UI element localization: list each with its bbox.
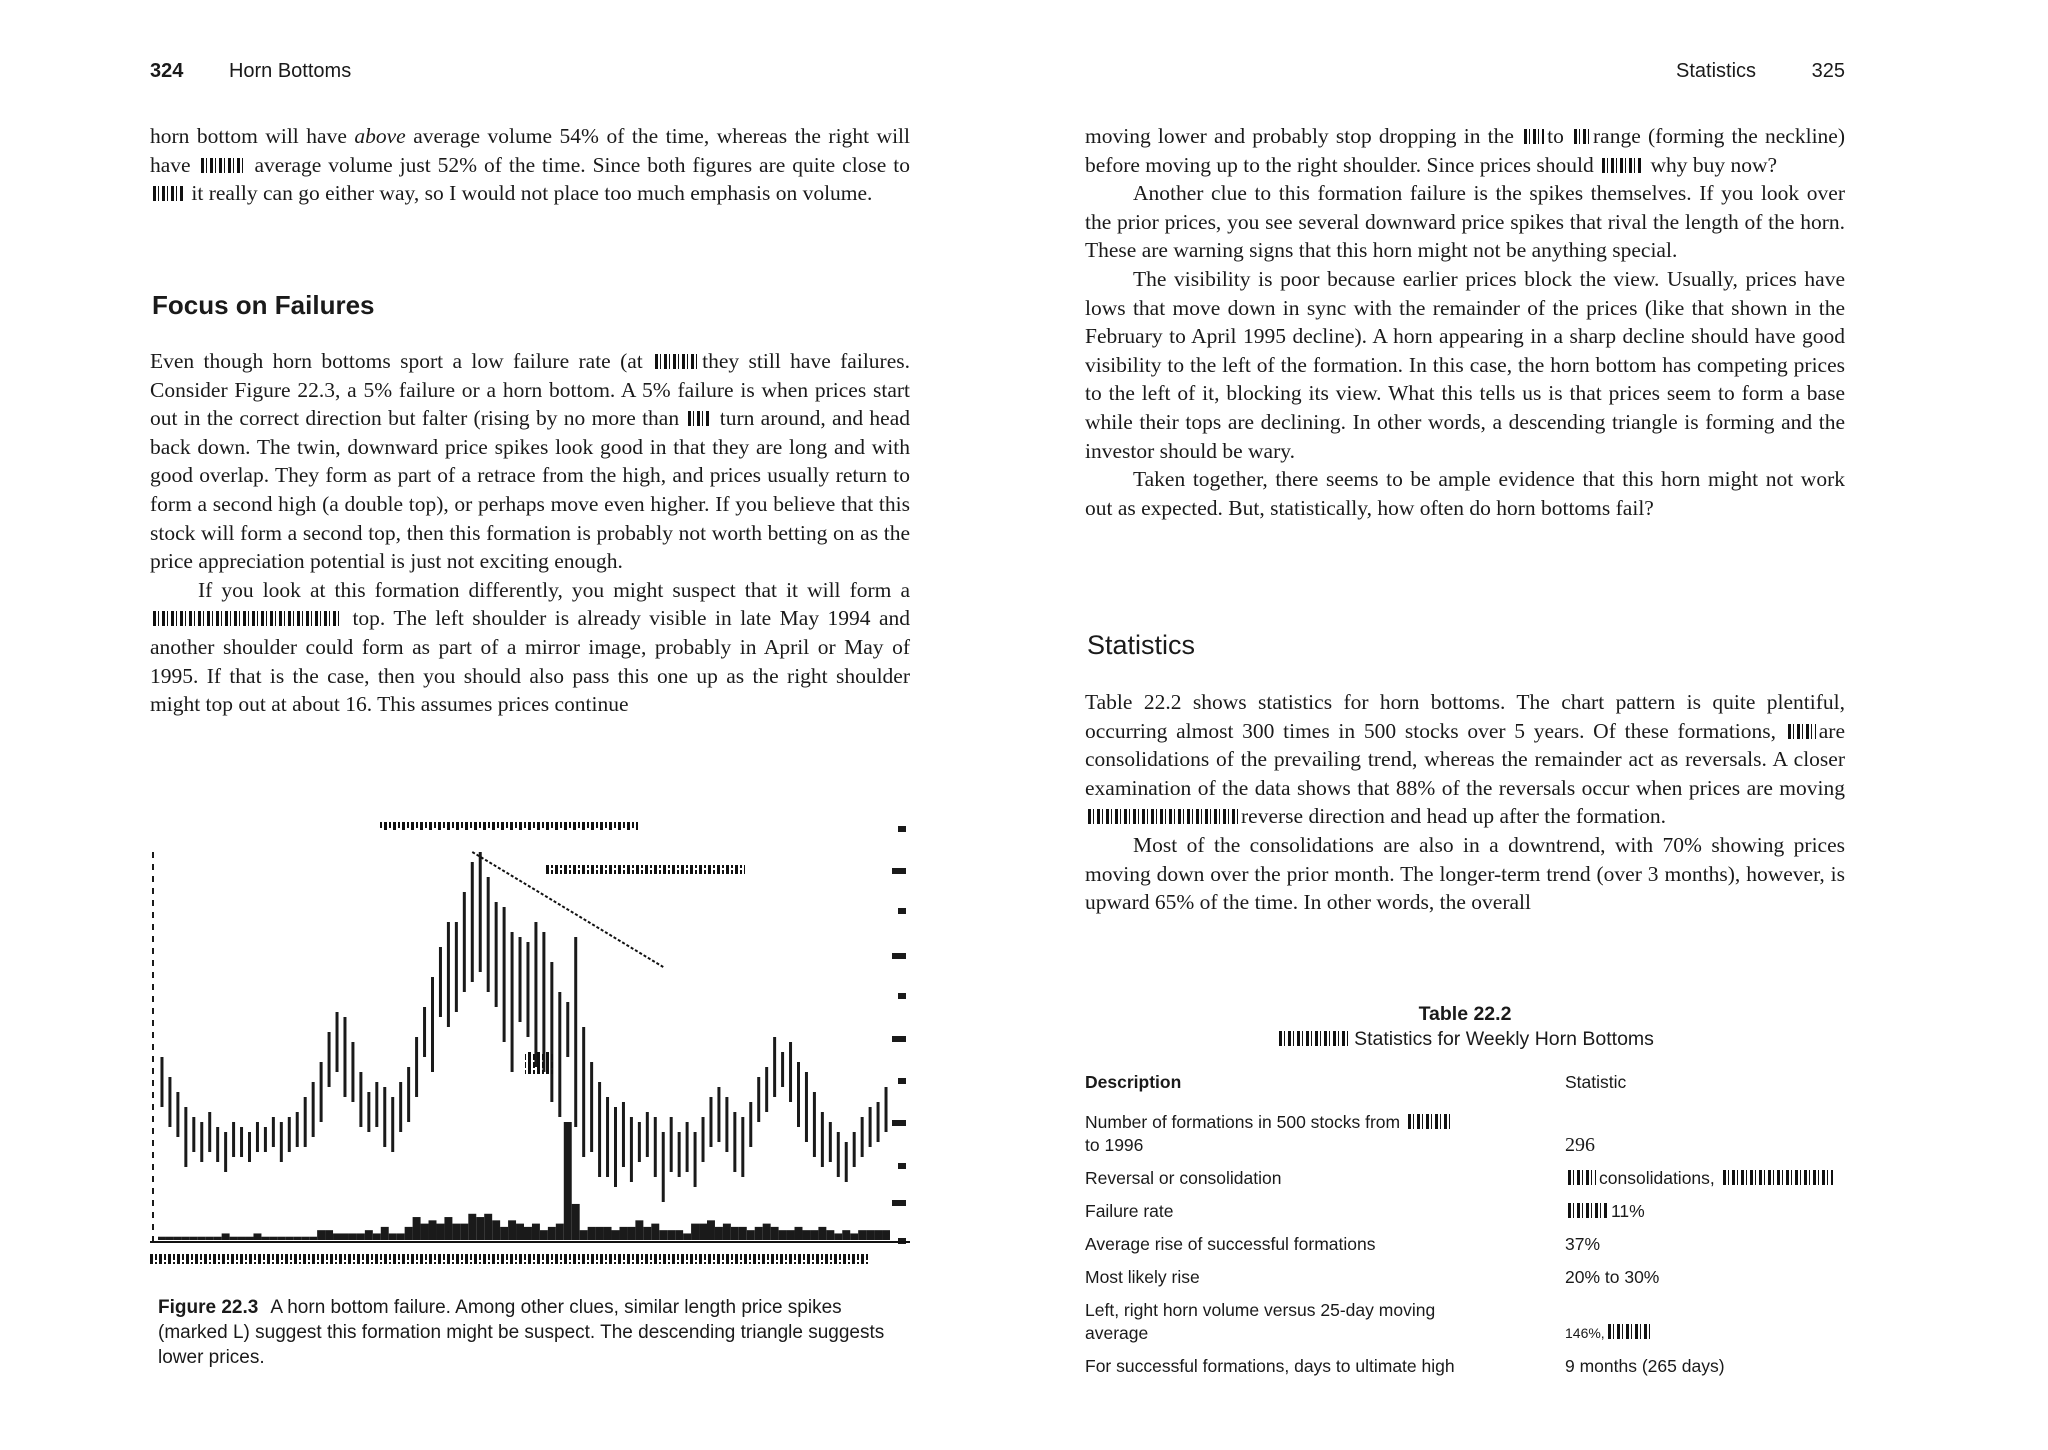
heading-statistics: Statistics bbox=[1087, 630, 1196, 660]
axis-dash bbox=[152, 876, 154, 882]
axis-dash bbox=[152, 996, 154, 1002]
right-page bbox=[1085, 0, 1845, 1450]
volume-bar bbox=[691, 1224, 699, 1240]
scan-glitch bbox=[1788, 724, 1816, 739]
scan-glitch bbox=[1568, 1203, 1608, 1218]
volume-bar bbox=[325, 1230, 333, 1240]
volume-bar bbox=[484, 1214, 492, 1240]
volume-bar bbox=[158, 1237, 166, 1240]
axis-tick-scan bbox=[898, 826, 906, 832]
axis-tick-scan bbox=[892, 868, 906, 874]
volume-bar bbox=[635, 1220, 643, 1240]
volume-bar bbox=[739, 1227, 747, 1240]
scan-glitch bbox=[1408, 1114, 1452, 1129]
volume-bar bbox=[548, 1227, 556, 1240]
axis-dash bbox=[152, 948, 154, 954]
volume-bar bbox=[476, 1217, 484, 1240]
column-header-statistic: Statistic bbox=[1565, 1072, 1627, 1092]
scan-glitch bbox=[201, 158, 245, 173]
figure-22-3-chart bbox=[150, 812, 910, 1282]
volume-bar bbox=[460, 1224, 468, 1240]
axis-dash bbox=[152, 1152, 154, 1158]
scan-glitch bbox=[1723, 1170, 1833, 1185]
axis-tick-scan bbox=[892, 953, 906, 959]
volume-bar bbox=[508, 1220, 516, 1240]
figure-caption bbox=[158, 1295, 908, 1370]
scan-glitch bbox=[1602, 158, 1642, 173]
volume-bar bbox=[516, 1224, 524, 1240]
volume-bar bbox=[222, 1233, 230, 1240]
volume-bar bbox=[850, 1233, 858, 1240]
axis-dash bbox=[152, 1176, 154, 1182]
volume-bar bbox=[206, 1237, 214, 1240]
trendline-annotation-scan bbox=[545, 865, 745, 874]
volume-bar bbox=[810, 1230, 818, 1240]
volume-bar bbox=[556, 1224, 564, 1240]
volume-bar bbox=[787, 1230, 795, 1240]
volume-bar bbox=[588, 1227, 596, 1240]
axis-dash bbox=[152, 1020, 154, 1026]
table-row: Left, right horn volume versus 25-day moving average 146%, bbox=[1085, 1294, 1845, 1350]
volume-bar bbox=[683, 1233, 691, 1240]
axis-dash bbox=[152, 1116, 154, 1122]
table-row: Average rise of successful formations 37% bbox=[1085, 1234, 1601, 1254]
table-row: Number of formations in 500 stocks from to 1996 296 bbox=[1085, 1112, 1595, 1156]
axis-dash bbox=[152, 912, 154, 918]
volume-bar bbox=[731, 1227, 739, 1240]
volume-bar bbox=[866, 1230, 874, 1240]
volume-bar bbox=[261, 1237, 269, 1240]
volume-series bbox=[158, 1122, 890, 1240]
axis-dash bbox=[152, 1140, 154, 1146]
volume-bar bbox=[580, 1230, 588, 1240]
scan-glitch bbox=[1279, 1031, 1351, 1046]
scan-glitch bbox=[688, 411, 710, 426]
volume-bar bbox=[564, 1122, 572, 1240]
volume-bar bbox=[214, 1237, 222, 1240]
volume-bar bbox=[246, 1237, 254, 1240]
volume-bar bbox=[882, 1230, 890, 1240]
table-subtitle: Statistics for Weekly Horn Bottoms bbox=[1354, 1028, 1654, 1050]
volume-bar bbox=[723, 1224, 731, 1240]
volume-bar bbox=[397, 1233, 405, 1240]
volume-bar bbox=[436, 1224, 444, 1240]
volume-bar bbox=[699, 1224, 707, 1240]
left-body-1 bbox=[150, 122, 910, 208]
axis-dash bbox=[152, 1164, 154, 1170]
paragraph-head-shoulders: If you look at this formation differently, you might suspect that it will form a top. The left shoulder is already visible in late May 1994 and another shoulder could form as part of a mirror image, probably in April or May of 1995. If that is the case, then you should also pass this one up as the right shoulder might top out at about 16. This assumes prices continue bbox=[150, 577, 910, 717]
axis-tick-scan bbox=[898, 908, 906, 914]
axis-dash bbox=[152, 924, 154, 930]
table-row: For successful formations, days to ultimate high 9 months (265 days) bbox=[1085, 1356, 1725, 1376]
axis-dash bbox=[152, 1008, 154, 1014]
volume-bar bbox=[667, 1230, 675, 1240]
volume-bar bbox=[492, 1220, 500, 1240]
scan-glitch bbox=[1608, 1324, 1652, 1339]
chart-right-axis-ticks bbox=[892, 826, 906, 1244]
page-number-right: 325 bbox=[1811, 60, 1845, 82]
table-title: Table 22.2 bbox=[1418, 1003, 1512, 1025]
volume-bar bbox=[596, 1227, 604, 1240]
volume-bar bbox=[779, 1230, 787, 1240]
volume-bar bbox=[389, 1233, 397, 1240]
volume-bar bbox=[826, 1230, 834, 1240]
volume-bar bbox=[317, 1230, 325, 1240]
table-row: Reversal or consolidation consolidations, bbox=[1085, 1162, 1845, 1195]
axis-dash bbox=[152, 864, 154, 870]
volume-bar bbox=[166, 1237, 174, 1240]
paragraph-visibility: The visibility is poor because earlier prices block the view. Usually, prices have lows that move down in sync with the remainder of the prices (like that shown in the February to April 1995 decline). A horn appearing in a sharp decline should have good visibility to the left of the formation. In this case, the horn bottom has competing prices to the left of it, blocking its view. What this tells us is that prices seem to form a base while their tops are declining. In other words, a descending triangle is forming and the investor should be wary. bbox=[1085, 266, 1845, 463]
axis-dash bbox=[152, 960, 154, 966]
axis-dash bbox=[152, 1128, 154, 1134]
volume-bar bbox=[795, 1227, 803, 1240]
volume-bar bbox=[612, 1230, 620, 1240]
axis-dash bbox=[152, 936, 154, 942]
volume-bar bbox=[429, 1220, 437, 1240]
volume-bar bbox=[651, 1224, 659, 1240]
price-series bbox=[162, 852, 886, 1202]
volume-bar bbox=[309, 1237, 317, 1240]
axis-tick-scan bbox=[898, 993, 906, 999]
running-head-right: Statistics bbox=[1676, 60, 1757, 82]
volume-bar bbox=[198, 1237, 206, 1240]
volume-bar bbox=[659, 1230, 667, 1240]
volume-bar bbox=[842, 1230, 850, 1240]
volume-bar bbox=[802, 1230, 810, 1240]
volume-bar bbox=[285, 1237, 293, 1240]
volume-bar bbox=[627, 1227, 635, 1240]
volume-bar bbox=[357, 1233, 365, 1240]
volume-bar bbox=[604, 1227, 612, 1240]
volume-bar bbox=[230, 1237, 238, 1240]
running-head-left: Horn Bottoms bbox=[228, 60, 352, 82]
axis-dash bbox=[152, 1104, 154, 1110]
volume-bar bbox=[763, 1224, 771, 1240]
scan-glitch bbox=[1524, 129, 1544, 144]
axis-dash bbox=[152, 1068, 154, 1074]
axis-tick-scan bbox=[892, 1200, 906, 1206]
axis-tick-scan bbox=[892, 1036, 906, 1042]
left-body-2 bbox=[150, 347, 910, 719]
right-body-2 bbox=[1085, 688, 1845, 917]
volume-bar bbox=[365, 1230, 373, 1240]
scan-glitch bbox=[1088, 809, 1238, 824]
paragraph-volume: horn bottom will have above average volume 54% of the time, whereas the right will have average volume just 52% of the time. Since both figures are quite close to it really can go either way, so I would not place too much emphasis on volume. bbox=[150, 124, 910, 206]
left-running-head bbox=[150, 60, 351, 83]
right-running-head bbox=[1676, 60, 1845, 83]
paragraph-taken-together: Taken together, there seems to be ample evidence that this horn might not work out as expected. But, statistically, how often do horn bottoms fail? bbox=[1085, 467, 1845, 520]
volume-bar bbox=[277, 1237, 285, 1240]
axis-dash bbox=[152, 1032, 154, 1038]
volume-bar bbox=[755, 1227, 763, 1240]
figure-label: Figure 22.3 bbox=[158, 1297, 259, 1318]
volume-bar bbox=[572, 1204, 580, 1240]
table-row: Failure rate 11% bbox=[1085, 1201, 1645, 1221]
spike-label-scan bbox=[525, 1052, 553, 1074]
left-page bbox=[150, 0, 910, 1450]
volume-bar bbox=[174, 1237, 182, 1240]
column-header-description: Description bbox=[1085, 1072, 1182, 1092]
volume-bar bbox=[500, 1227, 508, 1240]
axis-dash bbox=[152, 1092, 154, 1098]
heading-focus-on-failures: Focus on Failures bbox=[152, 290, 375, 320]
axis-dash bbox=[152, 852, 154, 858]
page-number-left: 324 bbox=[150, 60, 184, 82]
volume-bar bbox=[771, 1227, 779, 1240]
volume-bar bbox=[333, 1233, 341, 1240]
chart-title-scan bbox=[378, 822, 638, 830]
volume-bar bbox=[707, 1220, 715, 1240]
table-subtitle-line bbox=[1085, 1028, 1845, 1051]
volume-bar bbox=[381, 1227, 389, 1240]
volume-bar bbox=[643, 1227, 651, 1240]
volume-bar bbox=[675, 1230, 683, 1240]
axis-dash bbox=[152, 1044, 154, 1050]
paragraph-spikes: Another clue to this formation failure is the spikes themselves. If you look over the prior prices, you see several downward price spikes that rival the length of the horn. These are warning signs that this horn might not be anything special. bbox=[1085, 181, 1845, 263]
volume-bar bbox=[182, 1237, 190, 1240]
volume-bar bbox=[190, 1237, 198, 1240]
volume-bar bbox=[253, 1233, 261, 1240]
volume-bar bbox=[524, 1227, 532, 1240]
volume-bar bbox=[413, 1217, 421, 1240]
axis-tick-scan bbox=[898, 1078, 906, 1084]
scan-glitch bbox=[1568, 1170, 1596, 1185]
volume-bar bbox=[444, 1217, 452, 1240]
axis-dash bbox=[152, 1212, 154, 1218]
volume-bar bbox=[532, 1224, 540, 1240]
axis-tick-scan bbox=[892, 1120, 906, 1126]
volume-bar bbox=[452, 1224, 460, 1240]
scan-glitch bbox=[655, 354, 699, 369]
figure-caption-text: A horn bottom failure. Among other clues, similar length price spikes (marked L) suggest this formation might be suspect. The descending triangle suggests lower prices. bbox=[158, 1297, 885, 1368]
axis-tick-scan bbox=[898, 1163, 906, 1169]
axis-dash bbox=[152, 1224, 154, 1230]
volume-bar bbox=[874, 1230, 882, 1240]
scan-glitch bbox=[1574, 129, 1590, 144]
statistics-table bbox=[1085, 1066, 1845, 1383]
axis-dash bbox=[152, 900, 154, 906]
table-header-row bbox=[1085, 1066, 1845, 1099]
axis-dash bbox=[152, 1080, 154, 1086]
axis-dash bbox=[152, 1188, 154, 1194]
volume-bar bbox=[421, 1224, 429, 1240]
volume-bar bbox=[468, 1214, 476, 1240]
volume-bar bbox=[858, 1230, 866, 1240]
scan-glitch bbox=[153, 611, 341, 626]
volume-bar bbox=[269, 1237, 277, 1240]
axis-dash bbox=[152, 888, 154, 894]
table-row: Most likely rise 20% to 30% bbox=[1085, 1267, 1660, 1287]
volume-bar bbox=[540, 1230, 548, 1240]
axis-dash bbox=[152, 972, 154, 978]
scan-glitch bbox=[153, 186, 183, 201]
volume-bar bbox=[373, 1233, 381, 1240]
volume-bar bbox=[715, 1227, 723, 1240]
volume-bar bbox=[818, 1227, 826, 1240]
paragraph-neckline: moving lower and probably stop dropping in the to range (forming the neckline) before moving up to the right shoulder. Since prices should why buy now? bbox=[1085, 124, 1845, 177]
volume-bar bbox=[301, 1237, 309, 1240]
volume-bar bbox=[293, 1237, 301, 1240]
volume-bar bbox=[349, 1233, 357, 1240]
axis-dash bbox=[152, 984, 154, 990]
paragraph-failures: Even though horn bottoms sport a low failure rate (at they still have failures. Consider Figure 22.3, a 5% failure or a horn bottom. A 5% failure is when prices start out in the correct direction but falter (rising by no more than turn around, and head back down. The twin, downward price spikes look good in that they are long and with good overlap. They form as part of a retrace from the high, and prices usually return to form a second high (a double top), or perhaps move even higher. If you believe that this stock will form a second top, then this formation is probably not worth betting on as the price appreciation potential is just not exciting enough. bbox=[150, 349, 910, 574]
volume-bar bbox=[238, 1237, 246, 1240]
volume-bar bbox=[405, 1227, 413, 1240]
axis-dash bbox=[152, 1200, 154, 1206]
chart-left-axis bbox=[152, 852, 154, 1242]
volume-bar bbox=[834, 1233, 842, 1240]
axis-dash bbox=[152, 1056, 154, 1062]
volume-bar bbox=[341, 1233, 349, 1240]
paragraph-table-intro: Table 22.2 shows statistics for horn bottoms. The chart pattern is quite plentiful, occurring almost 300 times in 500 stocks over 5 years. Of these formations, are consolidations of the prevailing trend, whereas the remainder act as reversals. A closer examination of the data shows that 88% of the reversals occur when prices are moving reverse direction and head up after the formation. bbox=[1085, 690, 1845, 829]
volume-bar bbox=[619, 1227, 627, 1240]
x-axis-labels-scan bbox=[150, 1254, 870, 1264]
volume-bar bbox=[747, 1230, 755, 1240]
paragraph-consolidations: Most of the consolidations are also in a downtrend, with 70% showing prices moving down over the prior month. The longer-term trend (over 3 months), however, is upward 65% of the time. In other words, the overall bbox=[1085, 832, 1845, 915]
right-body-1 bbox=[1085, 122, 1845, 522]
